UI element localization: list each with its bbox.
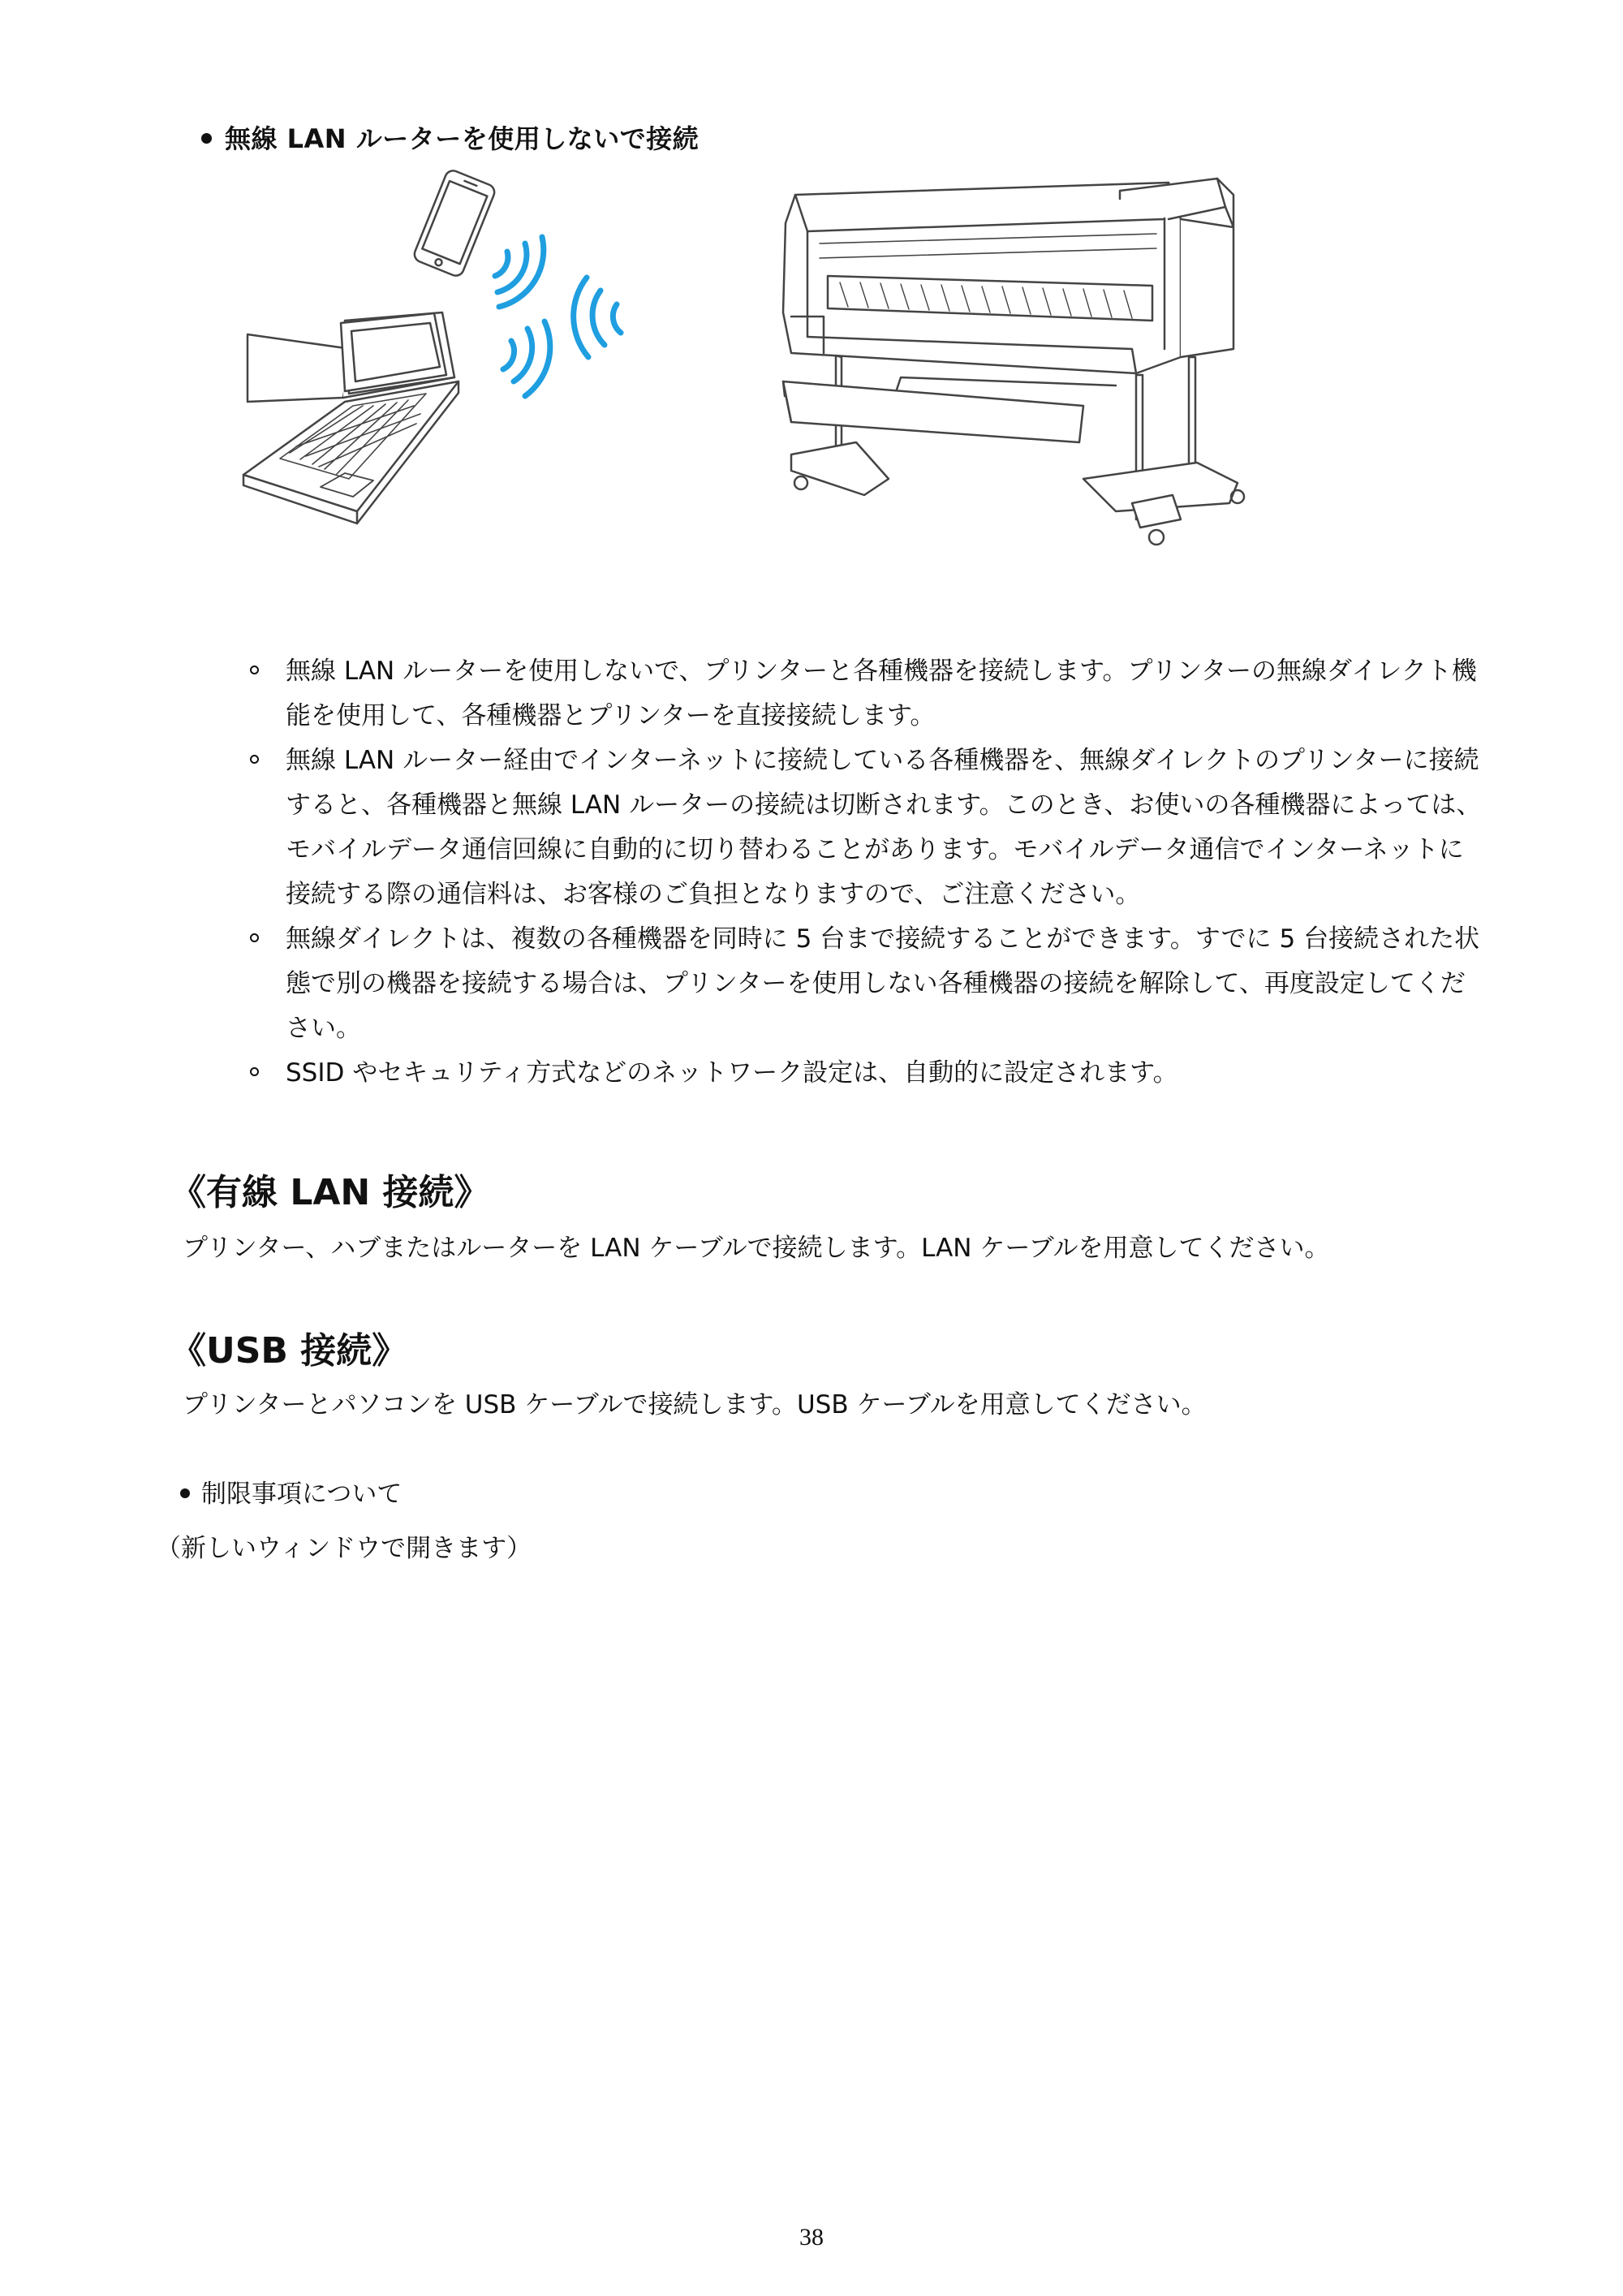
list-item: [243, 1051, 1485, 1096]
wireless-direct-illustration: [223, 162, 1254, 601]
list-item: [243, 649, 1485, 739]
usb-heading: 《USB 接続》: [170, 1330, 408, 1372]
new-window-note: （新しいウィンドウで開きます）: [156, 1534, 532, 1563]
circle-bullet-icon: [250, 755, 259, 764]
bullet-icon: [201, 133, 212, 144]
note-text: 無線 LAN ルーター経由でインターネットに接続している各種機器を、無線ダイレクトのプリンターに接続すると、各種機器と無線 LAN ルーターの接続は切断されます。このとき、お使いの各種機器によっては、モバイルデータ通信回線に自動的に切り替わることがあります。モバイルデータ通信でインターネットに接続する際の通信料は、お客様のご負担となりますので、ご注意ください。: [286, 746, 1482, 909]
printer-wifi-signal-icon: [574, 278, 621, 357]
wired-lan-heading: 《有線 LAN 接続》: [170, 1172, 490, 1213]
laptop-wifi-signal-icon: [503, 321, 550, 396]
list-item: [243, 917, 1485, 1051]
circle-bullet-icon: [250, 666, 259, 674]
usb-text: プリンターとパソコンを USB ケーブルで接続します。USB ケーブルを用意してください。: [183, 1390, 1207, 1419]
restrictions-item: [180, 1473, 402, 1510]
bullet-icon: [180, 1488, 190, 1498]
wireless-direct-notes: [243, 649, 1485, 1096]
wireless-direct-heading: [201, 118, 699, 156]
wired-lan-text: プリンター、ハブまたはルーターを LAN ケーブルで接続します。LAN ケーブルを用意してください。: [183, 1234, 1330, 1263]
laptop-icon: [243, 312, 458, 523]
large-format-printer-icon: [783, 179, 1244, 545]
note-text: 無線ダイレクトは、複数の各種機器を同時に 5 台まで接続することができます。すでに 5 台接続された状態で別の機器を接続する場合は、プリンターを使用しない各種機器の接続を解除して、再度設定してください。: [286, 924, 1480, 1043]
note-text: 無線 LAN ルーターを使用しないで、プリンターと各種機器を接続します。プリンターの無線ダイレクト機能を使用して、各種機器とプリンターを直接接続します。: [286, 657, 1477, 730]
smartphone-icon: [412, 168, 497, 278]
circle-bullet-icon: [250, 1067, 259, 1076]
list-item: [243, 739, 1485, 917]
wireless-direct-heading-text: 無線 LAN ルーターを使用しないで接続: [225, 123, 700, 154]
circle-bullet-icon: [250, 933, 259, 942]
page-number: 38: [799, 2224, 824, 2251]
phone-wifi-signal-icon: [495, 237, 544, 307]
note-text: SSID やセキュリティ方式などのネットワーク設定は、自動的に設定されます。: [286, 1058, 1178, 1088]
restrictions-link[interactable]: 制限事項について: [201, 1480, 403, 1509]
